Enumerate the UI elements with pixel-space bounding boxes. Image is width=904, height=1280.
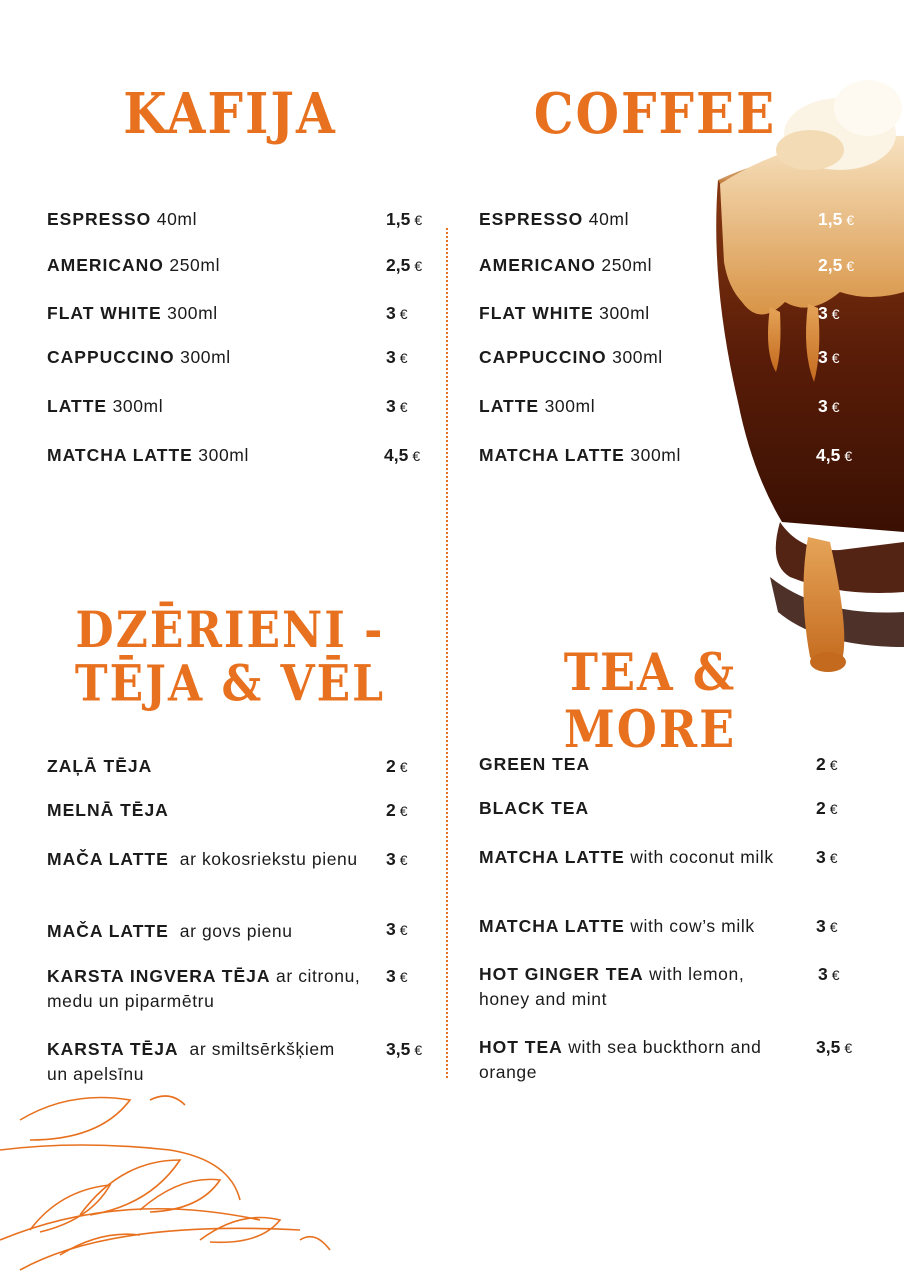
item-volume: 300ml (112, 396, 164, 416)
item-volume: 250ml (169, 255, 221, 275)
currency-symbol: € (831, 350, 840, 366)
item-volume: 300ml (167, 303, 218, 323)
item-name: KARSTA INGVERA TĒJA (47, 966, 271, 986)
item-description: with coconut milk (630, 847, 774, 867)
item-price (818, 394, 840, 420)
currency-symbol: € (399, 399, 408, 415)
price-value: 3 (386, 966, 396, 986)
currency-symbol: € (829, 801, 838, 817)
list-item (479, 796, 799, 821)
item-name: ESPRESSO (47, 209, 152, 229)
price-value: 2,5 (818, 255, 843, 275)
item-price (386, 798, 408, 824)
list-item (479, 752, 799, 777)
item-price (386, 917, 408, 943)
list-item (47, 798, 367, 823)
item-price (386, 847, 408, 873)
item-name: LATTE (479, 396, 540, 416)
item-price (386, 207, 422, 233)
list-item (479, 962, 797, 1012)
currency-symbol: € (831, 399, 840, 415)
item-price (816, 796, 838, 822)
currency-symbol: € (846, 212, 855, 228)
price-value: 2 (386, 756, 396, 776)
item-name: BLACK TEA (479, 798, 590, 818)
currency-symbol: € (844, 448, 853, 464)
item-name: MATCHA LATTE (47, 445, 193, 465)
dotted-divider (446, 228, 448, 1078)
item-price (818, 301, 840, 327)
item-description: with cow’s milk (630, 916, 755, 936)
list-item (47, 964, 367, 1014)
iced-coffee-image (690, 72, 904, 682)
item-volume: 300ml (612, 347, 663, 367)
item-name: GREEN TEA (479, 754, 591, 774)
currency-symbol: € (399, 922, 408, 938)
list-item (47, 754, 367, 779)
dzerieni-title-line1: DZĒRIENI - (75, 601, 385, 660)
item-price (816, 1035, 852, 1061)
item-name: FLAT WHITE (479, 303, 594, 323)
coffee-title: COFFEE (533, 80, 777, 147)
price-value: 2 (386, 800, 396, 820)
item-price (818, 253, 854, 279)
currency-symbol: € (829, 919, 838, 935)
list-item (47, 394, 163, 419)
item-name: FLAT WHITE (47, 303, 162, 323)
item-volume: 300ml (544, 396, 596, 416)
item-volume: 40ml (156, 209, 198, 229)
currency-symbol: € (399, 852, 408, 868)
currency-symbol: € (399, 759, 408, 775)
item-name: AMERICANO (479, 255, 596, 275)
item-price (386, 301, 408, 327)
item-name: MATCHA LATTE (479, 445, 625, 465)
currency-symbol: € (399, 803, 408, 819)
item-volume: 300ml (180, 347, 231, 367)
item-price (816, 752, 838, 778)
price-value: 3 (818, 964, 828, 984)
list-item (47, 207, 197, 232)
price-value: 3 (386, 347, 396, 367)
item-price (816, 443, 852, 469)
price-value: 4,5 (816, 445, 841, 465)
item-price (816, 914, 838, 940)
currency-symbol: € (846, 258, 855, 274)
item-description: ar citronu, medu un piparmētru (47, 966, 361, 1011)
item-volume: 300ml (198, 445, 249, 465)
currency-symbol: € (829, 757, 838, 773)
currency-symbol: € (412, 448, 421, 464)
item-price (386, 345, 408, 371)
item-name: ESPRESSO (479, 209, 584, 229)
item-volume: 300ml (630, 445, 681, 465)
currency-symbol: € (829, 850, 838, 866)
item-description: with sea buckthorn and orange (479, 1037, 762, 1082)
list-item (47, 847, 369, 872)
item-description: ar govs pienu (179, 921, 293, 941)
price-value: 3 (816, 847, 826, 867)
currency-symbol: € (844, 1040, 853, 1056)
currency-symbol: € (399, 350, 408, 366)
item-name: MATCHA LATTE (479, 916, 625, 936)
item-name: ZAĻĀ TĒJA (47, 756, 153, 776)
item-description: with lemon, honey and mint (479, 964, 745, 1009)
item-price (816, 845, 838, 871)
price-value: 3 (818, 396, 828, 416)
list-item (47, 919, 377, 944)
list-item (479, 253, 652, 278)
price-value: 3,5 (386, 1039, 411, 1059)
currency-symbol: € (399, 969, 408, 985)
item-name: LATTE (47, 396, 108, 416)
price-value: 3 (816, 916, 826, 936)
currency-symbol: € (399, 306, 408, 322)
item-volume: 40ml (588, 209, 630, 229)
price-value: 1,5 (818, 209, 843, 229)
price-value: 3 (386, 849, 396, 869)
list-item (479, 394, 595, 419)
item-price (384, 443, 420, 469)
list-item (47, 443, 249, 468)
item-name: MATCHA LATTE (479, 847, 625, 867)
item-name: CAPPUCCINO (47, 347, 175, 367)
kafija-title: KAFIJA (123, 80, 337, 147)
item-price (818, 962, 840, 988)
currency-symbol: € (831, 967, 840, 983)
item-price (818, 207, 854, 233)
item-description: ar kokosriekstu pienu (179, 849, 358, 869)
currency-symbol: € (414, 258, 423, 274)
list-item (47, 301, 218, 326)
item-volume: 300ml (599, 303, 650, 323)
item-price (386, 394, 408, 420)
item-name: MELNĀ TĒJA (47, 800, 169, 820)
price-value: 2 (816, 754, 826, 774)
item-description: ar smiltsērkšķiem un apelsīnu (47, 1039, 335, 1084)
tea-more-title: TEA & MORE (563, 641, 737, 759)
list-item (479, 345, 663, 370)
item-name: KARSTA TĒJA (47, 1039, 179, 1059)
price-value: 3 (818, 303, 828, 323)
item-name: MAČA LATTE (47, 849, 169, 869)
currency-symbol: € (414, 212, 423, 228)
list-item (47, 253, 220, 278)
price-value: 2 (816, 798, 826, 818)
price-value: 4,5 (384, 445, 409, 465)
item-name: AMERICANO (47, 255, 164, 275)
item-name: MAČA LATTE (47, 921, 169, 941)
list-item (479, 207, 629, 232)
price-value: 3 (386, 919, 396, 939)
list-item (47, 345, 231, 370)
dzerieni-title (40, 601, 420, 714)
price-value: 3 (818, 347, 828, 367)
leaf-decoration (0, 1080, 360, 1280)
currency-symbol: € (414, 1042, 423, 1058)
list-item (479, 1035, 789, 1085)
item-name: HOT TEA (479, 1037, 563, 1057)
price-value: 1,5 (386, 209, 411, 229)
list-item (479, 845, 799, 870)
price-value: 3,5 (816, 1037, 841, 1057)
item-price (818, 345, 840, 371)
list-item (479, 301, 650, 326)
item-price (386, 253, 422, 279)
item-price (386, 964, 408, 990)
price-value: 2,5 (386, 255, 411, 275)
item-name: CAPPUCCINO (479, 347, 607, 367)
item-name: HOT GINGER TEA (479, 964, 644, 984)
list-item (479, 443, 681, 468)
item-price (386, 1037, 422, 1063)
dzerieni-title-line2: TĒJA & VĒL (74, 656, 386, 714)
currency-symbol: € (831, 306, 840, 322)
list-item (47, 1037, 347, 1087)
item-volume: 250ml (601, 255, 653, 275)
price-value: 3 (386, 303, 396, 323)
list-item (479, 914, 815, 939)
price-value: 3 (386, 396, 396, 416)
item-price (386, 754, 408, 780)
